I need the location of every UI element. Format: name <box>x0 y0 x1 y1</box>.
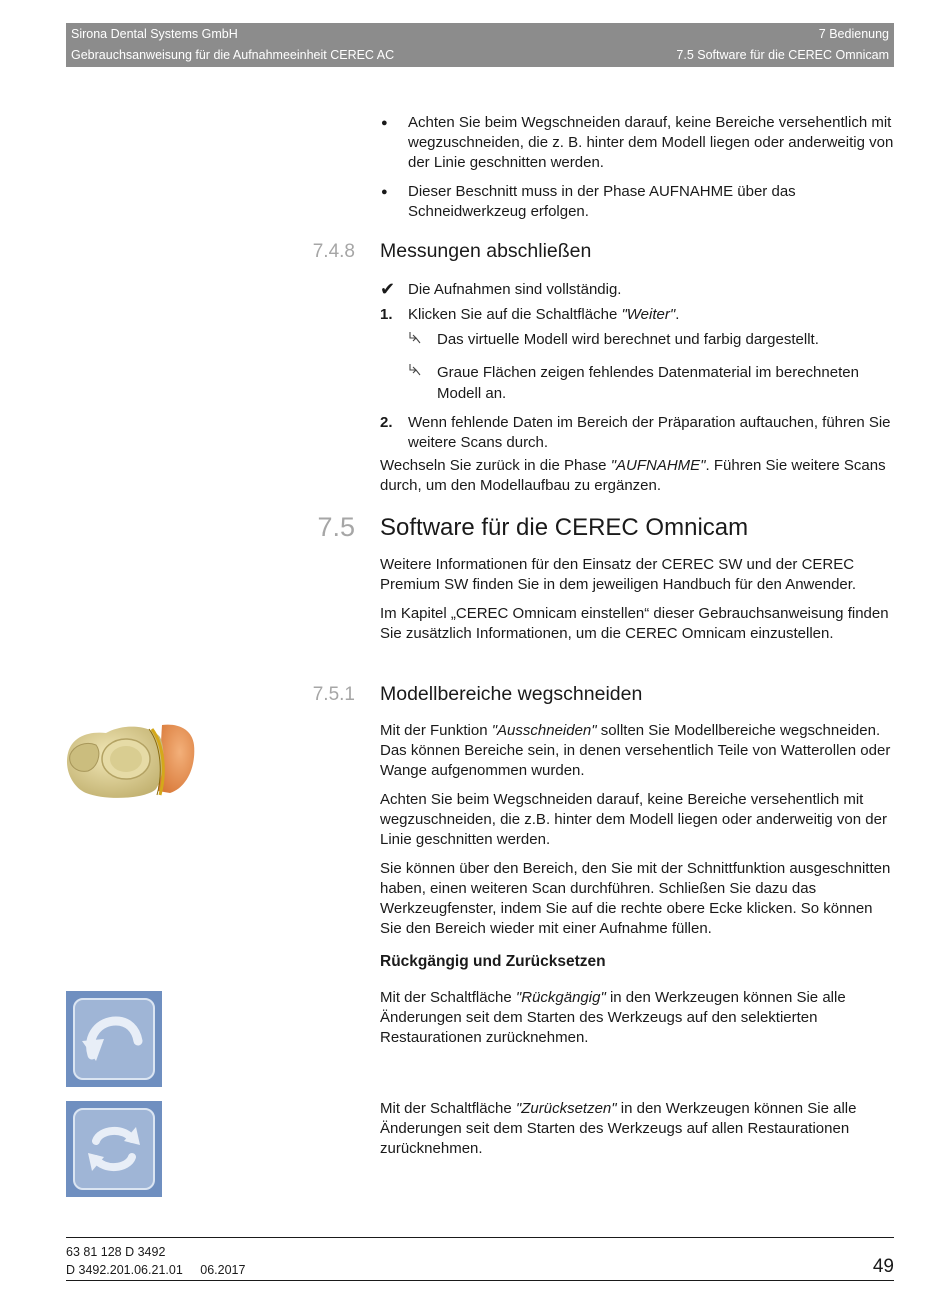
section-751-paragraph-1 <box>380 721 895 781</box>
prerequisite <box>380 280 895 300</box>
result-2 <box>408 362 895 404</box>
page-header <box>66 23 894 67</box>
result-arrow-icon <box>408 363 422 383</box>
step-1-number: 1. <box>380 306 393 323</box>
page-number: 49 <box>872 1256 894 1277</box>
footer-rule-bottom <box>66 1280 894 1281</box>
paragraph-1-pre: Mit der Funktion <box>380 722 492 739</box>
cut-function-name: "Ausschneiden" <box>491 722 597 739</box>
reset-button-name: "Zurücksetzen" <box>515 1100 617 1117</box>
section-751-body <box>380 721 895 939</box>
check-icon: ✔ <box>380 279 396 299</box>
section-751-paragraph-2: Achten Sie beim Wegschneiden darauf, keine Bereiche versehentlich mit wegzuschneiden, die z.B. hinter dem Modell liegen oder anderweitig von der Linie geschnitten werden. <box>380 791 887 848</box>
step-1 <box>380 305 895 325</box>
header-section: 7.5 Software für die CEREC Omnicam <box>676 48 889 62</box>
step-2 <box>380 413 895 453</box>
undo-button-image <box>66 991 162 1087</box>
header-chapter: 7 Bedienung <box>818 27 889 41</box>
section-748-number: 7.4.8 <box>312 241 355 262</box>
section-75-number: 7.5 <box>317 512 355 542</box>
section-75-paragraph-1: Weitere Informationen für den Einsatz der CEREC SW und der CEREC Premium SW finden Sie in dem jeweiligen Handbuch für den Anwender. <box>380 556 857 593</box>
step-1-text <box>408 305 895 325</box>
step-2-text: Wenn fehlende Daten im Bereich der Präparation auftauchen, führen Sie weitere Scans durch. <box>408 414 891 451</box>
cut-model-illustration <box>66 715 198 805</box>
reset-button-image <box>66 1101 162 1197</box>
step-1-text-pre: Klicken Sie auf die Schaltfläche <box>408 306 622 323</box>
undo-button-name: "Rückgängig" <box>515 989 606 1006</box>
section-748-note <box>380 456 895 496</box>
step-1-text-post: . <box>675 306 680 323</box>
footer-doc-version-line <box>66 1262 245 1279</box>
step-1-button-name: "Weiter" <box>621 306 676 323</box>
intro-bullet-list <box>380 113 895 222</box>
section-748-title: Messungen abschließen <box>380 240 592 262</box>
footer-doc-version: D 3492.201.06.21.01 <box>66 1263 183 1277</box>
prerequisite-text: Die Aufnahmen sind vollständig. <box>408 281 622 298</box>
footer-date: 06.2017 <box>200 1263 246 1277</box>
undo-text-pre: Mit der Schaltfläche <box>380 989 516 1006</box>
section-751-paragraph-3: Sie können über den Bereich, den Sie mit der Schnittfunktion ausgeschnitten haben, einen weiteren Scan durchführen. Schließen Sie dazu das Werkzeugfenster, indem Sie auf die rechte obere Ecke klicken. So können Sie den Bereich wieder mit einer Aufnahme füllen. <box>380 860 891 937</box>
reset-text-pre: Mit der Schaltfläche <box>380 1100 516 1117</box>
section-751-number: 7.5.1 <box>312 684 355 705</box>
footer-doc-number: 63 81 128 D 3492 <box>66 1245 166 1259</box>
note-phase-name: "AUFNAHME" <box>610 457 706 474</box>
header-manual-title: Gebrauchsanweisung für die Aufnahmeeinheit CEREC AC <box>71 48 395 62</box>
section-75-paragraph-2: Im Kapitel „CEREC Omnicam einstellen“ dieser Gebrauchsanweisung finden Sie zusätzlich Informationen, um die CEREC Omnicam einzustellen. <box>380 605 889 642</box>
section-75-title: Software für die CEREC Omnicam <box>380 514 749 541</box>
reset-description <box>380 1099 895 1159</box>
undo-reset-subheading: Rückgängig und Zurücksetzen <box>380 953 606 970</box>
footer-rule-top <box>66 1237 894 1238</box>
result-2-text: Graue Flächen zeigen fehlendes Datenmaterial im berechneten Modell an. <box>437 364 859 402</box>
result-1-text: Das virtuelle Modell wird berechnet und farbig dargestellt. <box>437 331 819 348</box>
intro-bullet-2: ● Dieser Beschnitt muss in der Phase AUFNAHME über das Schneidwerkzeug erfolgen. <box>380 182 895 222</box>
section-751-title: Modellbereiche wegschneiden <box>380 683 643 705</box>
note-text-pre: Wechseln Sie zurück in die Phase <box>380 457 611 474</box>
header-company: Sirona Dental Systems GmbH <box>71 27 238 41</box>
reset-text-post: in den Werkzeugen können Sie alle Änderungen seit dem Starten des Werkzeugs auf allen Restaurationen zurücknehmen. <box>380 1100 857 1157</box>
undo-text-post: in den Werkzeugen können Sie alle Änderungen seit dem Starten des Werkzeugs auf den selektierten Restaurationen zurücknehmen. <box>380 989 846 1046</box>
result-arrow-icon <box>408 331 422 351</box>
intro-bullet-1: ● Achten Sie beim Wegschneiden darauf, keine Bereiche versehentlich mit wegzuschneiden, die z. B. hinter dem Modell liegen oder anderweitig von der Linie geschnitten werden. <box>380 113 895 173</box>
result-1 <box>408 330 895 350</box>
paragraph-1-post: sollten Sie Modellbereiche wegschneiden. Das können Bereiche sein, in denen versehentlich Teile von Watterollen oder Wange aufgenommen wurden. <box>380 722 891 779</box>
undo-description <box>380 988 895 1048</box>
note-text-post: . Führen Sie weitere Scans durch, um den Modellaufbau zu ergänzen. <box>380 457 886 494</box>
section-75-body <box>380 555 895 644</box>
step-2-number: 2. <box>380 414 393 431</box>
